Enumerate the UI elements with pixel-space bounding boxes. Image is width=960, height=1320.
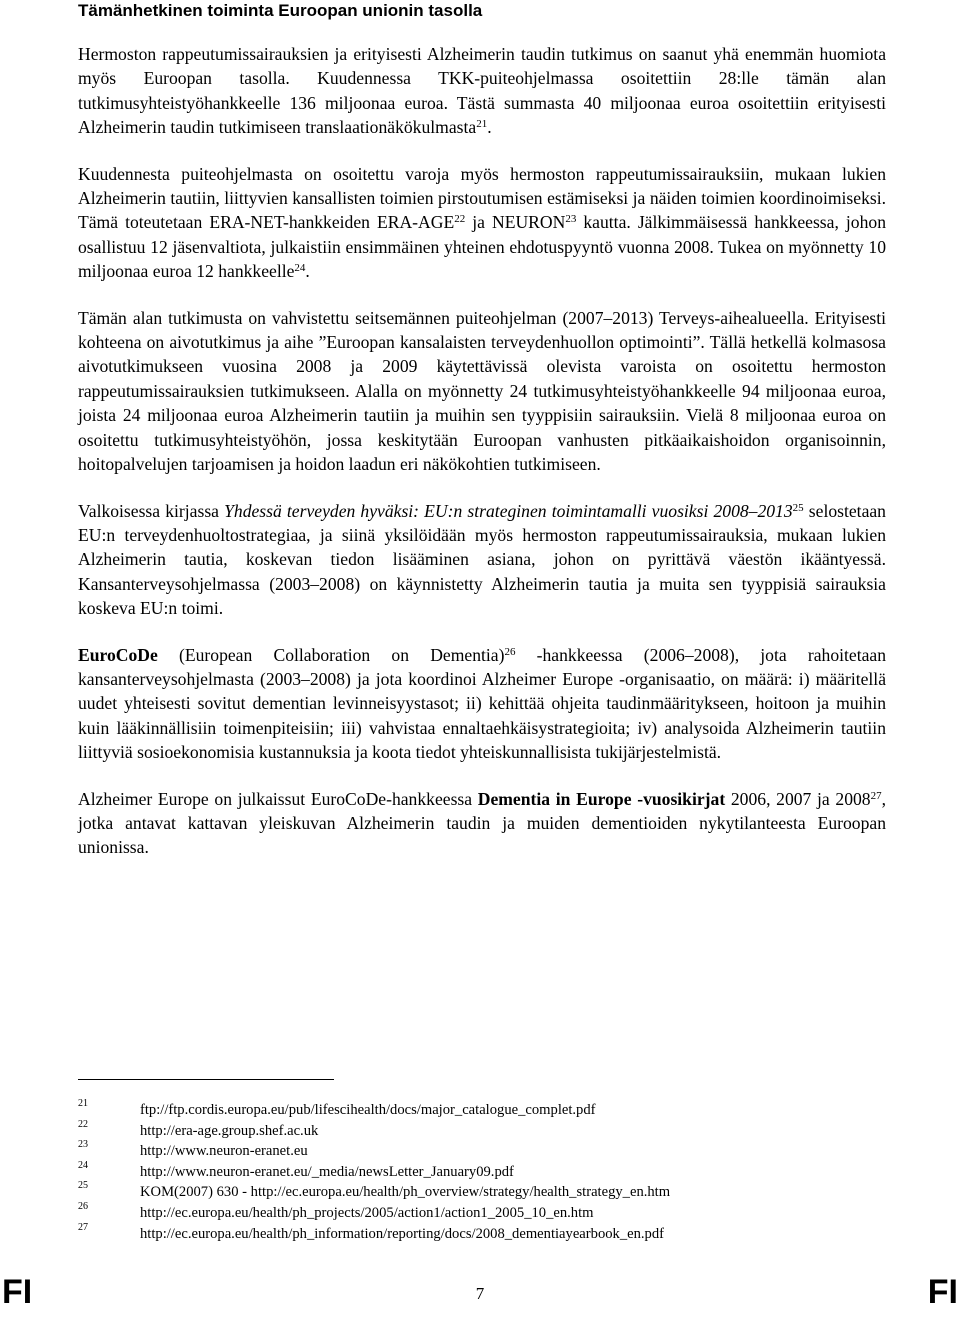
paragraph-6 (78, 787, 886, 860)
footnote-number: 24 (78, 1159, 88, 1171)
footnote-number: 23 (78, 1139, 88, 1151)
footnote-number: 25 (78, 1180, 88, 1192)
paragraph-5 (78, 643, 886, 765)
paragraph-5-text-a: (European Collaboration on Dementia) (157, 644, 505, 665)
paragraph-2-text-c: kautta. Jälkimmäisessä hankkeessa, johon osallistuu 12 jäsenvaltiota, julkaistiin ensimmäinen yhteinen ehdotuspyyntö vuonna 2008. Tukea on myönnetty 10 miljoonaa euroa 12 hankkeelle (78, 212, 886, 282)
paragraph-2-end: . (305, 261, 310, 282)
paragraph-5-text-b: -hankkeessa (2006–2008), jota rahoitetaan kansanterveysohjelmasta (2003–2008) ja jota koordinoi Alzheimer Europe -organisaatio, on määrä: i) määritellä uudet yhteisesti sovitut dementian levinneisyystasot; ii) kehittää ohjeita taudinmääritykseen, hoitoon ja muihin kuin lääkinnällisiin toimenpiteisiin; iii) vahvistaa ennaltaehkäisystrategioita; iv) analysoida Alzheimerin tautiin liittyviä sosioekonomisia kustannuksia ja koota tiedot yhteiskunnallisista tukijärjestelmistä. (78, 644, 886, 763)
footnote-link[interactable]: ftp://ftp.cordis.europa.eu/pub/lifescihealth/docs/major_catalogue_complet.pdf (140, 1102, 596, 1118)
page-number: 7 (475, 1284, 485, 1303)
footnote-ref-24[interactable]: 24 (294, 262, 306, 275)
paragraph-6-text-c: , jotka antavat kattavan yleiskuvan Alzheimerin taudin ja muiden dementioiden nykytilanteesta Euroopan unionissa. (78, 788, 887, 858)
footnote-item (78, 1100, 886, 1121)
footnote-ref-26[interactable]: 26 (504, 645, 516, 658)
footnote-number: 27 (78, 1221, 88, 1233)
paragraph-1-text: Hermoston rappeutumissairauksien ja erityisesti Alzheimerin taudin tutkimus on saanut yhä enemmän huomiota myös Euroopan tasolla. Kuudennessa TKK-puiteohjelmassa osoitettiin 28:lle tämän alan tutkimusyhteistyöhankkeelle 136 miljoonaa euroa. Tästä summasta 40 miljoonaa euroa osoitettiin erityisesti Alzheimerin taudin tutkimiseen translaationäkökulmasta (78, 44, 886, 138)
footnote-ref-21[interactable]: 21 (476, 118, 488, 131)
body-text (78, 42, 886, 882)
footnote-link[interactable]: http://era-age.group.shef.ac.uk (140, 1122, 319, 1139)
white-paper-title: Yhdessä terveyden hyväksi: EU:n strateginen toimintamalli vuosiksi 2008–2013 (224, 500, 793, 521)
paragraph-2-text-a: Kuudennesta puiteohjelmasta on osoitettu varoja myös hermoston rappeutumissairauksiin, mukaan lukien Alzheimerin tautiin, liittyvien kansallisten toimien pirstoutumisen estämiseksi ja näiden toimien koordinoimiseksi. Tämä toteutetaan ERA-NET-hankkeiden ERA-AGE (78, 163, 886, 233)
footnote-link[interactable]: http://ec.europa.eu/health/ph_projects/2005/action1/action1_2005_10_en.htm (140, 1204, 594, 1221)
footnote-ref-25[interactable]: 25 (792, 501, 804, 514)
footnote-ref-27[interactable]: 27 (870, 789, 882, 802)
footnote-divider (78, 1079, 334, 1080)
yearbook-title: Dementia in Europe -vuosikirjat (477, 788, 726, 809)
language-code-left: FI (2, 1273, 33, 1311)
footnote-item (78, 1141, 886, 1162)
paragraph-3: Tämän alan tutkimusta on vahvistettu seitsemännen puiteohjelman (2007–2013) Terveys-aihealueella. Erityisesti kohteena on aivotutkimus ja aihe ”Euroopan kansalaisten terveydenhuollon optimointi”. Tällä hetkellä kolmasosa aivotutkimukseen vuosina 2008 ja 2009 käytettävissä olevista varoista on osoitettu hermoston rappeutumissairauksien tutkimukseen. Alalla on myönnetty 24 tutkimusyhteistyöhankkeelle 94 miljoonaa euroa, joista 24 miljoonaa euroa Alzheimerin tautiin ja muihin sen tyyppisiin sairauksiin. Vielä 8 miljoonaa euroa on osoitettu tutkimusyhteistyöhön, jossa keskitytään Euroopan vanhusten pitkäaikaishoidon organisoinnin, hoitopalvelujen tarjoamisen ja hoidon laadun eri näkökohtien tutkimiseen. (78, 307, 886, 475)
paragraph-2 (78, 162, 886, 284)
footnote-number: 21 (78, 1098, 88, 1109)
paragraph-1-end: . (487, 117, 492, 138)
paragraph-4-text-a: Valkoisessa kirjassa (78, 500, 225, 521)
footnote-item (78, 1159, 886, 1183)
language-code-right: FI (927, 1273, 958, 1311)
footnote-item (78, 1118, 886, 1142)
footnote-item (78, 1221, 886, 1245)
section-heading: Tämänhetkinen toiminta Euroopan unionin tasolla (78, 1, 483, 20)
footnote-number: 22 (78, 1118, 88, 1130)
paragraph-4 (78, 499, 886, 621)
paragraph-1 (78, 42, 886, 140)
paragraph-2-text-b: ja NEURON (465, 212, 566, 233)
footnote-ref-22[interactable]: 22 (454, 213, 466, 226)
paragraph-4-text-b: selostetaan EU:n terveydenhuoltostrategiaa, ja siinä yksilöidään myös hermoston rappeutumissairauksia, mukaan lukien Alzheimerin tautia, koskevan tiedon lisääminen asiana, johon on pyrittävä väestön ikääntyessä. Kansanterveysohjelmassa (2003–2008) on käynnistetty Alzheimerin tautia ja muita sen tyyppisiä sairauksia koskeva EU:n toimi. (78, 500, 886, 619)
footnote-link[interactable]: KOM(2007) 630 - http://ec.europa.eu/health/ph_overview/strategy/health_strategy_en.htm (140, 1184, 671, 1201)
eurocode-name: EuroCoDe (78, 644, 158, 665)
footnote-link[interactable]: http://www.neuron-eranet.eu/_media/newsLetter_January09.pdf (140, 1163, 514, 1180)
footnote-link[interactable]: http://www.neuron-eranet.eu (140, 1143, 308, 1160)
footnote-number: 26 (78, 1200, 88, 1212)
footnote-link[interactable]: http://ec.europa.eu/health/ph_information/reporting/docs/2008_dementiayearbook_en.pdf (140, 1225, 665, 1242)
footnote-ref-23[interactable]: 23 (565, 213, 577, 226)
footnotes (78, 1100, 886, 1244)
paragraph-6-text-b: 2006, 2007 ja 2008 (725, 788, 871, 809)
paragraph-6-text-a: Alzheimer Europe on julkaissut EuroCoDe-hankkeessa (78, 788, 478, 809)
footnote-item (78, 1200, 886, 1224)
footnote-item (78, 1182, 886, 1203)
